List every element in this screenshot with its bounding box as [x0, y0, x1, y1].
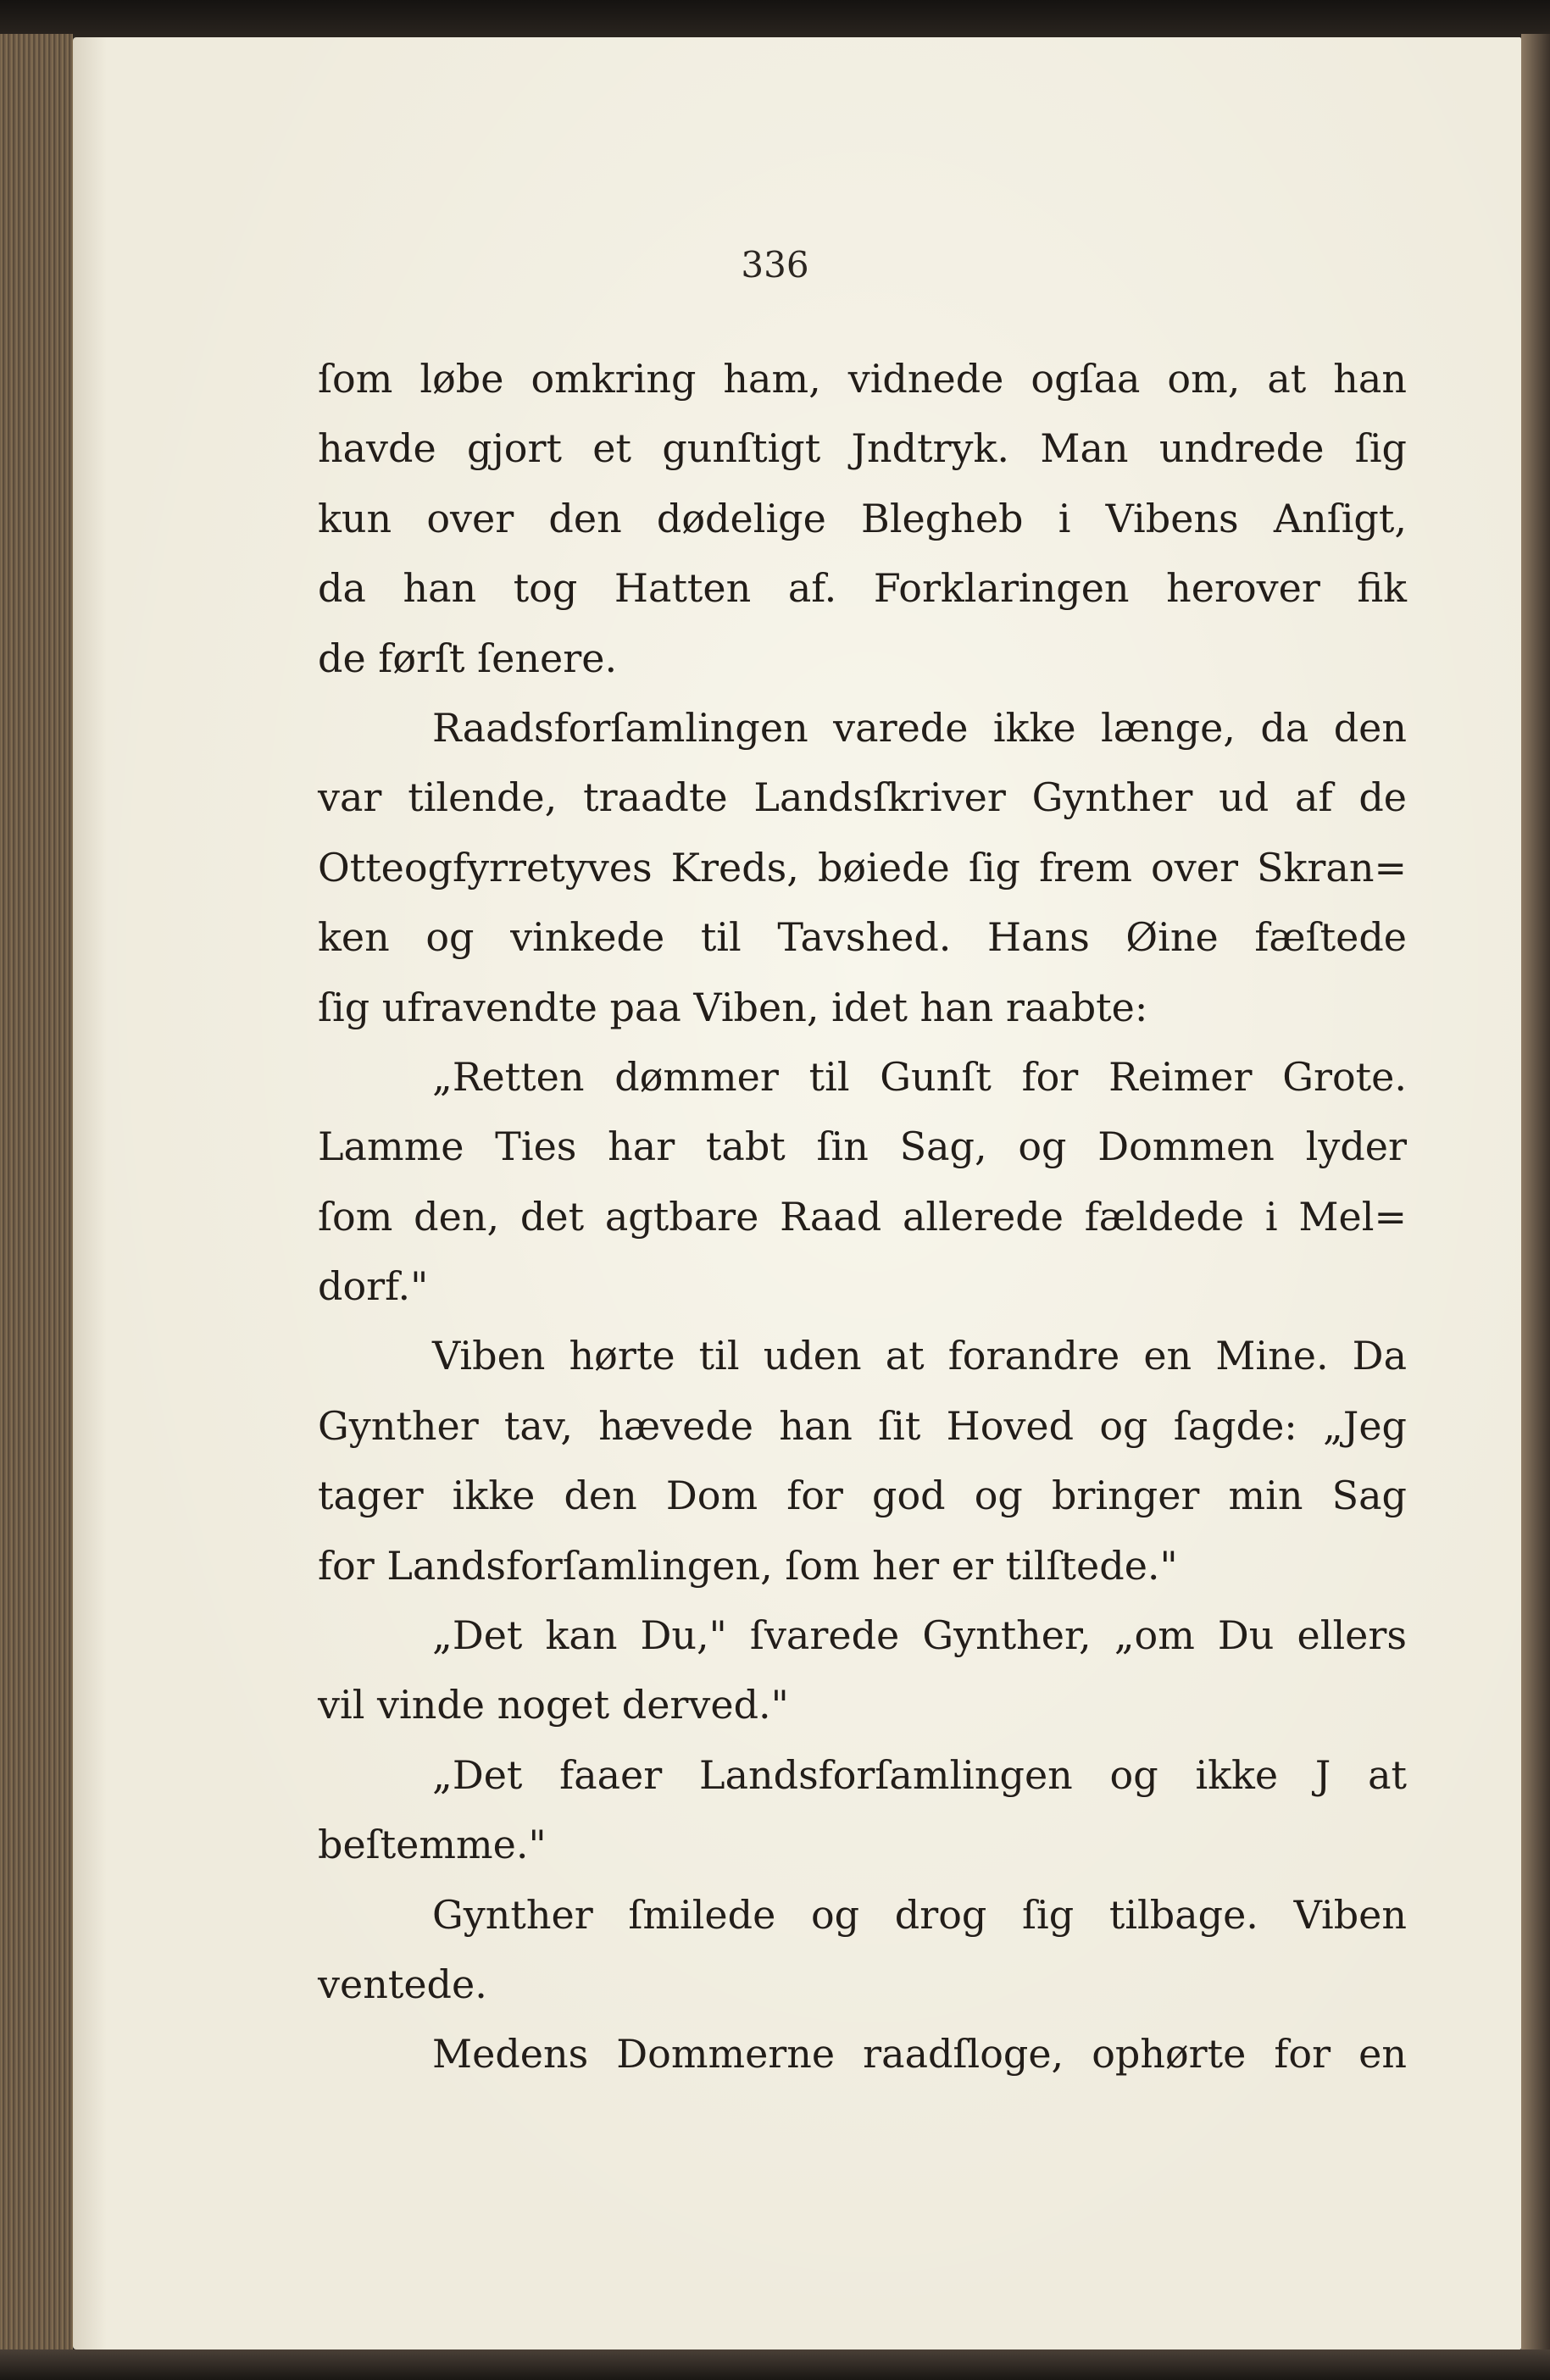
text-line: Otteogfyrretyves Kreds, bøiede ſig frem over Skran= — [318, 844, 1407, 890]
text-line: „Det faaer Landsforſamlingen og ikke J at — [432, 1751, 1407, 1798]
text-line: ſom den, det agtbare Raad allerede fældede i Mel= — [318, 1193, 1407, 1240]
page-stack-edge — [0, 34, 73, 2380]
book-top-edge — [0, 0, 1550, 41]
text-line: Raadsforſamlingen varede ikke længe, da den — [432, 704, 1407, 751]
text-line: var tilende, traadte Landsſkriver Gynther ud af de — [318, 774, 1407, 821]
text-line: havde gjort et gunſtigt Jndtryk. Man undrede ſig — [318, 425, 1407, 472]
text-line: dorf." — [318, 1263, 429, 1310]
text-line: Medens Dommerne raadſloge, ophørte for en — [432, 2031, 1407, 2078]
text-line: de førſt ſenere. — [318, 635, 618, 681]
book-right-edge — [1521, 34, 1550, 2380]
text-line: for Landsforſamlingen, ſom her er tilſtede." — [318, 1542, 1178, 1589]
text-line: kun over den dødelige Blegheb i Vibens Anſigt, — [318, 495, 1407, 541]
text-line: ſig ufravendte paa Viben, idet han raabte: — [318, 984, 1148, 1030]
body-text — [318, 344, 1407, 2089]
text-line: ken og vinkede til Tavshed. Hans Øine fæſtede — [318, 914, 1407, 961]
text-line: vil vinde noget derved." — [318, 1682, 789, 1728]
text-line: „Retten dømmer til Gunſt for Reimer Grote. — [432, 1053, 1407, 1100]
text-line: beſtemme." — [318, 1822, 547, 1868]
text-line: ſom løbe omkring ham, vidnede ogſaa om, at han — [318, 356, 1407, 402]
text-line: da han tog Hatten af. Forklaringen herover fik — [318, 565, 1407, 612]
text-line: Gynther ſmilede og drog ſig tilbage. Viben — [432, 1891, 1407, 1938]
text-line: „Det kan Du," ſvarede Gynther, „om Du ellers — [432, 1612, 1407, 1659]
text-line: ventede. — [318, 1961, 487, 2007]
page-number: 336 — [741, 244, 809, 286]
text-line: Viben hørte til uden at forandre en Mine. Da — [432, 1333, 1407, 1379]
text-line: tager ikke den Dom for god og bringer min Sag — [318, 1473, 1407, 1519]
text-line: Lamme Ties har tabt ſin Sag, og Dommen lyder — [318, 1123, 1407, 1170]
book-bottom-edge — [0, 2349, 1550, 2380]
text-line: Gynther tav, hævede han ſit Hoved og ſagde: „Jeg — [318, 1402, 1407, 1449]
